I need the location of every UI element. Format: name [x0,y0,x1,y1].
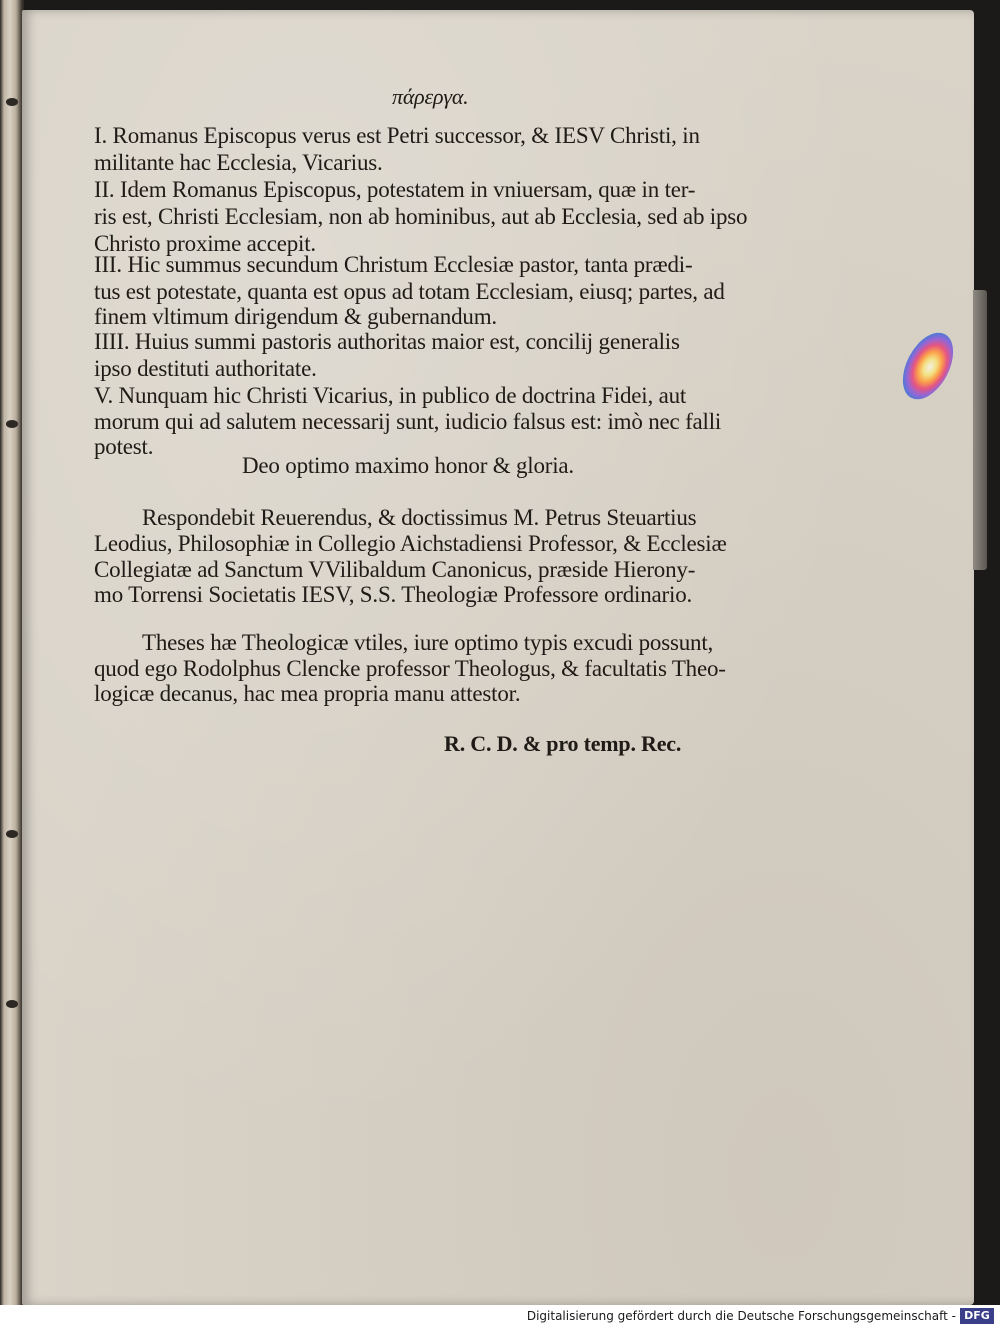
respondent-line: mo Torrensi Societatis IESV, S.S. Theologiæ Professore ordinario. [94,582,693,607]
thesis-line: III. Hic summus secundum Christum Ecclesiæ pastor, tanta prædi- [94,252,693,277]
thesis-line: V. Nunquam hic Christi Vicarius, in publico de doctrina Fidei, aut [94,383,687,408]
thesis-line: finem vltimum dirigendum & gubernandum. [94,304,497,329]
thesis-line: tus est potestate, quanta est opus ad totam Ecclesiam, eiusq; partes, ad [94,279,725,304]
approval-line: quod ego Rodolphus Clencke professor Theologus, & facultatis Theo- [94,656,726,681]
book-left-edge [0,0,24,1305]
doxology: Deo optimo maximo honor & gloria. [242,453,574,478]
binding-hole [6,830,18,838]
approval-line: logicæ decanus, hac mea propria manu attestor. [94,681,521,706]
thesis-line: morum qui ad salutem necessarij sunt, iudicio falsus est: imò nec falli [94,409,722,434]
binding-hole [6,420,18,428]
dfg-logo: DFG [960,1308,994,1324]
thesis-line: ipso destituti authoritate. [94,356,317,381]
page-header: πάρεργα. [392,84,469,109]
digitization-footer [0,1305,1000,1328]
page-edge-tab [973,290,987,570]
thesis-line: I. Romanus Episcopus verus est Petri successor, & IESV Christi, in [94,123,700,148]
binding-hole [6,98,18,106]
thesis-line: II. Idem Romanus Episcopus, potestatem in vniuersam, quæ in ter- [94,177,696,202]
signature: R. C. D. & pro temp. Rec. [444,731,682,756]
thesis-line: militante hac Ecclesia, Vicarius. [94,150,383,175]
thesis-line: Christo proxime accepit. [94,231,316,256]
binding-hole [6,1000,18,1008]
respondent-line: Respondebit Reuerendus, & doctissimus M. Petrus Steuartius [142,505,697,530]
thesis-line: ris est, Christi Ecclesiam, non ab hominibus, aut ab Ecclesia, sed ab ipso [94,204,748,229]
respondent-line: Collegiatæ ad Sanctum VVilibaldum Canonicus, præside Hierony- [94,557,696,582]
thesis-line: potest. [94,434,154,459]
thesis-line: IIII. Huius summi pastoris authoritas maior est, concilij generalis [94,329,680,354]
respondent-line: Leodius, Philosophiæ in Collegio Aichstadiensi Professor, & Ecclesiæ [94,531,727,556]
approval-line: Theses hæ Theologicæ vtiles, iure optimo typis excudi possunt, [142,630,714,655]
funding-notice: Digitalisierung gefördert durch die Deutsche Forschungsgemeinschaft - [526,1309,956,1323]
